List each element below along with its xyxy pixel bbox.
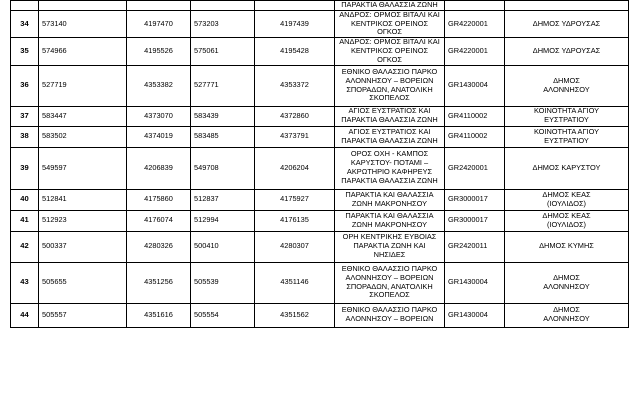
coordinates-table xyxy=(10,0,629,328)
site-name-line: ΚΑΡΥΣΤΟΥ- ΠΟΤΑΜΙ – xyxy=(350,158,429,168)
site-name-line: ΟΡΗ ΚΕΝΤΡΙΚΗΣ ΕΥΒΟΙΑΣ xyxy=(342,232,437,242)
coord-x-end: 505539 xyxy=(191,262,255,303)
site-name-line: ΑΝΔΡΟΣ: ΟΡΜΟΣ ΒΙΤΑΛΙ ΚΑΙ xyxy=(339,10,440,19)
coord-y-start: 4373070 xyxy=(127,106,191,126)
row-number xyxy=(11,1,39,11)
municipality xyxy=(505,262,629,303)
site-code: GR3000017 xyxy=(445,210,505,231)
site-name xyxy=(335,126,445,147)
municipality-line: (ΙΟΥΛΙΔΟΣ) xyxy=(547,198,586,208)
coord-x-start: 573140 xyxy=(39,10,127,37)
coord-y-end: 4372860 xyxy=(255,106,335,126)
site-code: GR3000017 xyxy=(445,189,505,210)
site-name xyxy=(335,189,445,210)
municipality-line: ΚΟΙΝΟΤΗΤΑ ΑΓΙΟΥ xyxy=(533,126,600,136)
municipality-line: ΔΗΜΟΣ xyxy=(553,75,580,85)
site-name xyxy=(335,262,445,303)
table-row xyxy=(11,1,629,11)
coord-x-end: 500410 xyxy=(191,231,255,262)
coord-x-end: 573203 xyxy=(191,10,255,37)
coord-x-start: 505557 xyxy=(39,303,127,327)
municipality-line: ΔΗΜΟΣ ΥΔΡΟΥΣΑΣ xyxy=(532,18,601,28)
site-name-line: ΣΠΟΡΑΔΩΝ, ΑΝΑΤΟΛΙΚΗ xyxy=(346,84,433,94)
municipality xyxy=(505,10,629,37)
table-row xyxy=(11,189,629,210)
site-name xyxy=(335,106,445,126)
coord-x-start: 500337 xyxy=(39,231,127,262)
municipality-line: ΔΗΜΟΣ xyxy=(553,272,580,282)
table-row xyxy=(11,262,629,303)
coord-x-end: 583439 xyxy=(191,106,255,126)
municipality-line: (ΙΟΥΛΙΔΟΣ) xyxy=(547,219,586,229)
coord-x-end: 505554 xyxy=(191,303,255,327)
site-name-line: ΣΚΟΠΕΛΟΣ xyxy=(369,290,410,300)
site-name-line: ΑΛΟΝΝΗΣΟΥ – ΒΟΡΕΙΩΝ xyxy=(345,314,434,324)
row-number: 44 xyxy=(11,303,39,327)
coord-x-end: 549708 xyxy=(191,147,255,189)
site-name-line: ΠΑΡΑΚΤΙΑ ΚΑΙ ΘΑΛΑΣΣΙΑ xyxy=(345,189,434,199)
coord-x-start: 512923 xyxy=(39,210,127,231)
site-name-line: ΑΚΡΩΤΗΡΙΟ ΚΑΦΗΡΕΥΣ xyxy=(346,167,433,177)
site-name xyxy=(335,10,445,37)
site-name-line: ΖΩΝΗ ΜΑΚΡΟΝΗΣΟΥ xyxy=(351,198,428,208)
municipality-line: ΔΗΜΟΣ ΚΕΑΣ xyxy=(542,189,591,199)
site-name xyxy=(335,210,445,231)
coord-x-end: 527771 xyxy=(191,65,255,106)
site-name-line: ΠΑΡΑΚΤΙΑ ΚΑΙ ΘΑΛΑΣΣΙΑ xyxy=(345,210,434,220)
municipality xyxy=(505,231,629,262)
row-number: 39 xyxy=(11,147,39,189)
coord-y-end xyxy=(255,1,335,11)
coord-x-start: 583502 xyxy=(39,126,127,147)
municipality-line: ΔΗΜΟΣ ΚΥΜΗΣ xyxy=(539,241,594,251)
site-name xyxy=(335,147,445,189)
coord-y-start: 4206839 xyxy=(127,147,191,189)
coord-y-start: 4175860 xyxy=(127,189,191,210)
site-name-line: ΚΕΝΤΡΙΚΟΣ ΟΡΕΙΝΟΣ ΟΓΚΟΣ xyxy=(350,45,429,64)
site-name xyxy=(335,1,445,11)
coord-y-start xyxy=(127,1,191,11)
row-number: 38 xyxy=(11,126,39,147)
table-row xyxy=(11,210,629,231)
site-name-line: ΑΛΟΝΝΗΣΟΥ – ΒΟΡΕΙΩΝ xyxy=(345,75,434,85)
coord-y-start: 4280326 xyxy=(127,231,191,262)
coord-y-end: 4175927 xyxy=(255,189,335,210)
municipality xyxy=(505,1,629,11)
site-name-line: ΑΝΔΡΟΣ: ΟΡΜΟΣ ΒΙΤΑΛΙ ΚΑΙ xyxy=(339,37,440,47)
table-row xyxy=(11,38,629,65)
site-code xyxy=(445,1,505,11)
coord-y-start: 4351616 xyxy=(127,303,191,327)
table-row xyxy=(11,10,629,37)
row-number: 36 xyxy=(11,65,39,106)
site-name-line: ΣΠΟΡΑΔΩΝ, ΑΝΑΤΟΛΙΚΗ xyxy=(346,281,433,291)
coord-y-start: 4351256 xyxy=(127,262,191,303)
site-code: GR2420011 xyxy=(445,231,505,262)
coord-y-end: 4280307 xyxy=(255,231,335,262)
coord-y-end: 4197439 xyxy=(255,10,335,37)
site-name xyxy=(335,65,445,106)
coord-y-end: 4206204 xyxy=(255,147,335,189)
site-code: GR1430004 xyxy=(445,303,505,327)
coord-x-start: 583447 xyxy=(39,106,127,126)
coord-y-end: 4195428 xyxy=(255,38,335,65)
site-name-line: ΠΑΡΑΚΤΙΑ ΘΑΛΑΣΣΙΑ ΖΩΝΗ xyxy=(341,0,438,9)
site-code: GR1430004 xyxy=(445,262,505,303)
coord-y-end: 4351562 xyxy=(255,303,335,327)
coord-y-start: 4195526 xyxy=(127,38,191,65)
site-name-line: ΠΑΡΑΚΤΙΑ ΘΑΛΑΣΣΙΑ ΖΩΝΗ xyxy=(341,175,438,185)
row-number: 34 xyxy=(11,10,39,37)
site-name-line: ΕΘΝΙΚΟ ΘΑΛΑΣΣΙΟ ΠΑΡΚΟ xyxy=(341,305,438,315)
row-number: 40 xyxy=(11,189,39,210)
table-row xyxy=(11,147,629,189)
table-row xyxy=(11,106,629,126)
municipality-line: ΔΗΜΟΣ ΚΑΡΥΣΤΟΥ xyxy=(532,162,601,172)
coord-x-start: 527719 xyxy=(39,65,127,106)
coord-x-start: 549597 xyxy=(39,147,127,189)
row-number: 37 xyxy=(11,106,39,126)
site-code: GR1430004 xyxy=(445,65,505,106)
municipality-line: ΔΗΜΟΣ ΚΕΑΣ xyxy=(542,210,591,220)
site-name-line: ΠΑΡΑΚΤΙΑ ΘΑΛΑΣΣΙΑ ΖΩΝΗ xyxy=(341,135,438,145)
municipality-line: ΑΛΟΝΝΗΣΟΥ xyxy=(543,84,590,94)
municipality-line: ΕΥΣΤΡΑΤΙΟΥ xyxy=(544,135,589,145)
coord-y-end: 4373791 xyxy=(255,126,335,147)
row-number: 35 xyxy=(11,38,39,65)
row-number: 42 xyxy=(11,231,39,262)
coord-y-start: 4374019 xyxy=(127,126,191,147)
municipality-line: ΑΛΟΝΝΗΣΟΥ xyxy=(543,281,590,291)
row-number: 41 xyxy=(11,210,39,231)
table-row xyxy=(11,126,629,147)
municipality-line: ΔΗΜΟΣ xyxy=(553,305,580,315)
coord-y-end: 4351146 xyxy=(255,262,335,303)
coord-x-start: 505655 xyxy=(39,262,127,303)
coord-x-end xyxy=(191,1,255,11)
municipality-line: ΕΥΣΤΡΑΤΙΟΥ xyxy=(544,115,589,125)
coord-x-end: 575061 xyxy=(191,38,255,65)
site-name-line: ΑΓΙΟΣ ΕΥΣΤΡΑΤΙΟΣ ΚΑΙ xyxy=(348,126,431,136)
coord-x-end: 512837 xyxy=(191,189,255,210)
municipality xyxy=(505,189,629,210)
municipality xyxy=(505,106,629,126)
coord-x-start xyxy=(39,1,127,11)
site-name-line: ΑΓΙΟΣ ΕΥΣΤΡΑΤΙΟΣ ΚΑΙ xyxy=(348,106,431,116)
table-body xyxy=(11,1,629,328)
coord-y-end: 4176135 xyxy=(255,210,335,231)
site-name-line: ΣΚΟΠΕΛΟΣ xyxy=(369,93,410,103)
row-number: 43 xyxy=(11,262,39,303)
site-code: GR4220001 xyxy=(445,38,505,65)
site-name-line: ΑΛΟΝΝΗΣΟΥ – ΒΟΡΕΙΩΝ xyxy=(345,272,434,282)
site-name-line: ΕΘΝΙΚΟ ΘΑΛΑΣΣΙΟ ΠΑΡΚΟ xyxy=(341,263,438,273)
coord-x-start: 574966 xyxy=(39,38,127,65)
table-row xyxy=(11,65,629,106)
site-code: GR4220001 xyxy=(445,10,505,37)
coord-y-end: 4353372 xyxy=(255,65,335,106)
municipality xyxy=(505,147,629,189)
site-name xyxy=(335,303,445,327)
site-name-line: ΕΘΝΙΚΟ ΘΑΛΑΣΣΙΟ ΠΑΡΚΟ xyxy=(341,66,438,76)
coord-y-start: 4353382 xyxy=(127,65,191,106)
coord-y-start: 4176074 xyxy=(127,210,191,231)
site-code: GR2420001 xyxy=(445,147,505,189)
municipality-line: ΚΟΙΝΟΤΗΤΑ ΑΓΙΟΥ xyxy=(533,106,600,116)
site-name-line: ΖΩΝΗ ΜΑΚΡΟΝΗΣΟΥ xyxy=(351,219,428,229)
site-name-line: ΟΡΟΣ ΟΧΗ - ΚΑΜΠΟΣ xyxy=(350,149,429,159)
coord-x-end: 583485 xyxy=(191,126,255,147)
table-row xyxy=(11,231,629,262)
site-name xyxy=(335,38,445,65)
site-name-line: ΝΗΣΙΔΕΣ xyxy=(373,249,406,259)
municipality xyxy=(505,65,629,106)
municipality xyxy=(505,38,629,65)
site-name-line: ΠΑΡΑΚΤΙΑ ΖΩΝΗ ΚΑΙ xyxy=(353,241,426,251)
municipality-line: ΔΗΜΟΣ ΥΔΡΟΥΣΑΣ xyxy=(532,45,601,55)
municipality xyxy=(505,303,629,327)
coord-y-start: 4197470 xyxy=(127,10,191,37)
table-row xyxy=(11,303,629,327)
municipality-line: ΑΛΟΝΝΗΣΟΥ xyxy=(543,314,590,324)
coord-x-start: 512841 xyxy=(39,189,127,210)
site-code: GR4110002 xyxy=(445,126,505,147)
site-name-line: ΠΑΡΑΚΤΙΑ ΘΑΛΑΣΣΙΑ ΖΩΝΗ xyxy=(341,115,438,125)
site-name-line: ΚΕΝΤΡΙΚΟΣ ΟΡΕΙΝΟΣ ΟΓΚΟΣ xyxy=(350,18,429,37)
municipality xyxy=(505,210,629,231)
site-name xyxy=(335,231,445,262)
coord-x-end: 512994 xyxy=(191,210,255,231)
municipality xyxy=(505,126,629,147)
site-code: GR4110002 xyxy=(445,106,505,126)
